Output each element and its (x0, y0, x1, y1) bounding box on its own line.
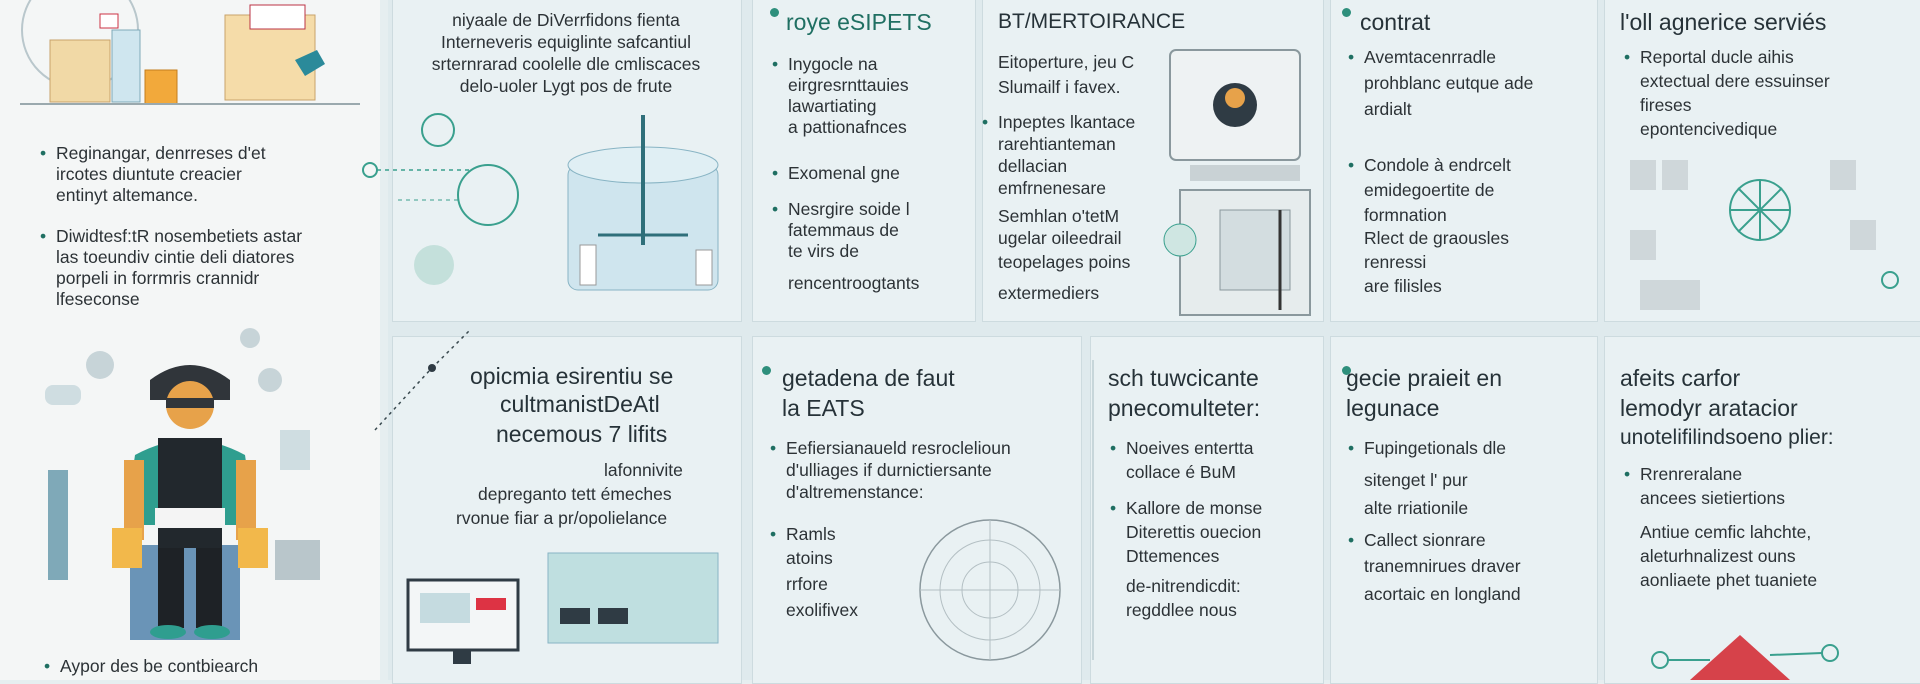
top-col4-b1-l2: prohblanc eutque ade (1364, 73, 1534, 93)
worker-illustration (40, 320, 340, 650)
bottom-col1-text-3: rvonue fiar a pr/opolielance (456, 508, 668, 528)
house-network-illustration (1630, 605, 1910, 680)
top-col2-b3-l2: fatemmaus de (788, 220, 899, 240)
bottom-col5-heading-1: afeits carfor (1620, 365, 1741, 391)
top-col3-intro-2: Slumailf i favex. (998, 77, 1121, 97)
top-col3-heading: BT/MERTOIRANCE (998, 10, 1186, 33)
top-col4-b2-l2: emidegoertite de (1364, 180, 1495, 200)
bottom-col3-b2-l5: regddlee nous (1126, 600, 1237, 620)
top-col3-b1-l4: emfrnenesare (998, 178, 1106, 198)
bottom-col4-b1-l2: sitenget l' pur (1364, 470, 1468, 490)
bottom-col3-b2-l4: de-nitrendicdit: (1126, 576, 1241, 596)
top-col5-b1-l2: extectual dere essuinser (1640, 71, 1830, 91)
top-col2-b2-l1: • Exomenal gne (788, 163, 900, 184)
left-footer-bullet: • Aypor des be contbiearch (60, 656, 258, 677)
top-col3-b1-l6: ugelar oileedrail (998, 228, 1122, 248)
computer-workstation-illustration (398, 548, 736, 680)
bottom-col3-divider (1092, 360, 1094, 660)
left-bullet-2-line-1: • Diwidtesf:tR nosembetiets astar (56, 226, 302, 247)
left-bullet-1-line-3: entinyt altemance. (56, 185, 199, 205)
bottom-col4-heading-1: gecie praieit en (1346, 365, 1502, 391)
left-bullet-2-line-3: porpeli in forrmris crannidr (56, 268, 260, 288)
bottom-col5-b1-l2: ancees sietiertions (1640, 488, 1785, 508)
bottom-col5-text-2: aleturhnalizest ouns (1640, 546, 1796, 566)
top-col3-b1-l1: • Inpeptes lkantace (998, 112, 1135, 133)
bottom-col4-b2-l3: acortaic en longland (1364, 584, 1521, 604)
bottom-col3-b1-l1: • Noeives entertta (1126, 438, 1253, 459)
top-col2-b3-l1: • Nesrgire soide l (788, 199, 910, 220)
bottom-col2-b1-l2: d'ulliages if durnictiersante (786, 460, 992, 480)
top-col3-b1-l8: extermediers (998, 283, 1100, 303)
top-col4-b2-l3: formnation (1364, 205, 1447, 225)
top-col1-line-3: srternrarad coolelle dle cmliscaces (431, 54, 701, 74)
top-col2-b3-l3: te virs de (788, 241, 859, 261)
bottom-col4-b2-l1: • Callect sionrare (1364, 530, 1486, 551)
bottom-col2-heading-2: la EATS (782, 395, 865, 421)
bottom-col3-b2-l2: Diterettis ouecion (1126, 522, 1262, 542)
bottom-col4-b1-l1: • Fupingetionals dle (1364, 438, 1506, 459)
bottom-col4-b2-l2: tranemnirues draver (1364, 556, 1521, 576)
top-col1-line-2: Interneveris equiglinte safcantiul (440, 32, 691, 52)
bottom-col2-b2-l4: exolifivex (786, 600, 858, 620)
top-col4-b2-l5: renressi (1364, 252, 1427, 272)
bottom-col5-text-1: Antiue cemfic lahchte, (1640, 522, 1812, 542)
top-col4-b2-l1: • Condole à endrcelt (1364, 155, 1511, 176)
top-col5-b1-l4: epontencivedique (1640, 119, 1778, 139)
top-col3-b1-l7: teopelages poins (998, 252, 1131, 272)
top-col5-b1-l1: • Reportal ducle aihis (1640, 47, 1794, 68)
top-col3-intro-1: Eitoperture, jeu C (998, 52, 1135, 72)
top-col1-line-1: niyaale de DiVerrfidons fienta (452, 10, 680, 30)
bottom-col4-heading-2: legunace (1346, 395, 1440, 421)
left-bullet-1-line-2: ircotes diuntute creacier (56, 164, 242, 184)
bottom-col1-heading-3: necemous 7 lifits (496, 421, 668, 447)
top-col3-b1-l2: rarehtianteman (998, 134, 1116, 154)
top-col2-b1-l3: lawartiating (788, 96, 877, 116)
top-col4-heading: contrat (1360, 9, 1431, 35)
bottom-col2-dot (762, 366, 771, 375)
connector-lines (360, 100, 480, 440)
bottom-col5-heading-2: lemodyr aratacior (1620, 395, 1798, 421)
bottom-col1-heading-1: opicmia esirentiu se (470, 363, 674, 389)
top-col4-b1-l3: ardialt (1364, 99, 1412, 119)
top-col3-b1-l3: dellacian (998, 156, 1068, 176)
bottom-col5-heading-3: unotelifilindsoeno plier: (1620, 426, 1834, 449)
bottom-col1-text-1: lafonnivite (604, 460, 683, 480)
top-col5-b1-l3: fireses (1640, 95, 1692, 115)
top-col4-b2-l6: are filisles (1364, 276, 1442, 296)
left-bullet-2-line-2: las toeundiv cintie deli diatores (56, 247, 295, 267)
top-col2-heading: roye eSIPETS (786, 9, 932, 35)
top-col4-dot (1342, 8, 1351, 17)
bottom-col1-text-2: depreganto tett émeches (478, 484, 672, 504)
bottom-col3-b1-l2: collace é BuM (1126, 462, 1236, 482)
data-network-illustration (900, 500, 1080, 680)
left-bullet-1-line-1: • Reginangar, denrreses d'et (56, 143, 266, 164)
top-col3-b1-l5: Semhlan o'tetM (998, 206, 1120, 226)
bottom-col3-b2-l3: Dttemences (1126, 546, 1220, 566)
bottom-col3-heading-1: sch tuwcicante (1108, 365, 1259, 391)
bottom-col2-b2-l3: rrfore (786, 574, 828, 594)
top-col2-b3-l4: rencentroogtants (788, 273, 920, 293)
top-col5-heading: l'oll agnerice serviés (1620, 9, 1827, 35)
top-col1-line-4: delo-uoler Lygt pos de frute (459, 76, 673, 96)
top-col2-b1-l2: eirgresrnttauies (788, 75, 909, 95)
bottom-col3-heading-2: pnecomulteter: (1108, 395, 1261, 421)
left-bullet-2-line-4: lfeseconse (56, 289, 140, 309)
machine-illustration (1160, 40, 1320, 320)
bottom-col2-b1-l3: d'altremenstance: (786, 482, 924, 502)
top-col2-b1-l1: • Inygocle na (788, 54, 878, 75)
bottom-col1-heading-2: cultmanistDeAtl (500, 391, 660, 417)
bottom-col2-heading-1: getadena de faut (782, 365, 955, 391)
bottom-col5-text-3: aonliaete phet tuaniete (1640, 570, 1818, 590)
bottom-col3-b2-l1: • Kallore de monse (1126, 498, 1262, 519)
top-col2-b1-l4: a pattionafnces (788, 117, 907, 137)
bottom-col2-b2-l2: atoins (786, 548, 833, 568)
bottom-col2-b1-l1: • Eefiersianaueld resroclelioun (786, 438, 1011, 459)
network-photos-illustration (1620, 150, 1916, 320)
top-col2-dot (770, 8, 779, 17)
top-col4-b1-l1: • Avemtacenrradle (1364, 47, 1496, 68)
bottom-col4-b1-l3: alte rriationile (1364, 498, 1469, 518)
factory-illustration (20, 0, 360, 110)
top-col4-b2-l4: Rlect de graousles (1364, 228, 1509, 248)
bottom-col2-b2-l1: • Ramls (786, 524, 836, 545)
bottom-col5-b1-l1: • Rrenreralane (1640, 464, 1742, 485)
